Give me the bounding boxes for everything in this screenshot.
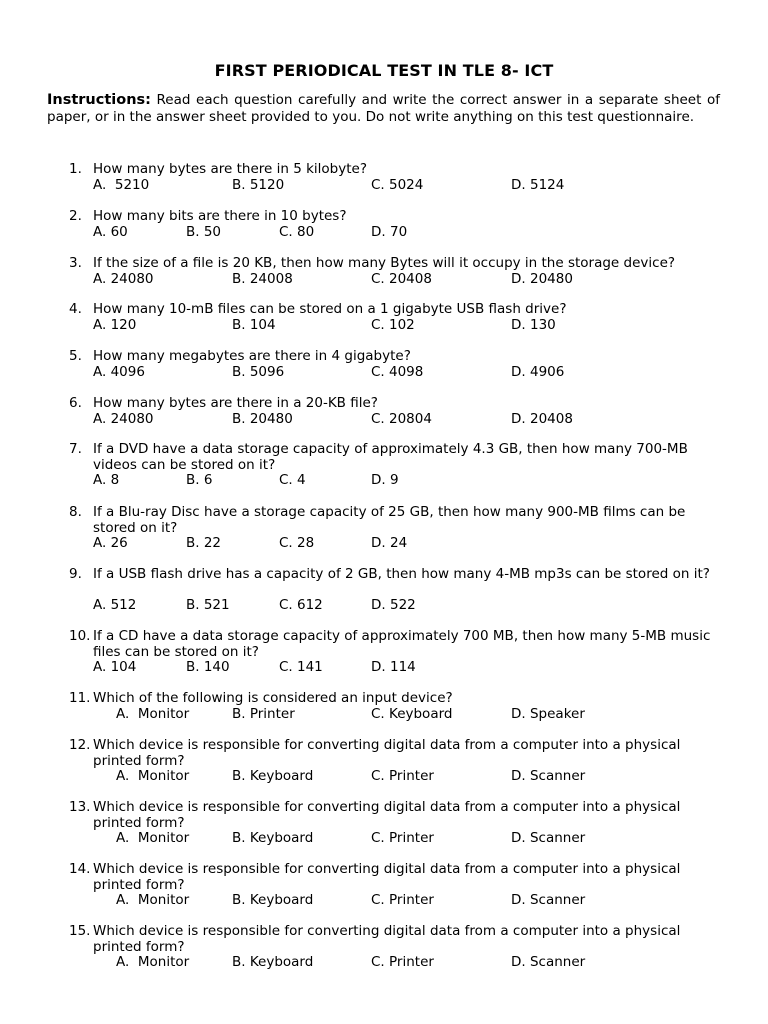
option-c: C. 28 (279, 535, 315, 551)
instructions (47, 92, 720, 126)
option-c: C. Printer (371, 954, 434, 970)
question-number: 8. (69, 504, 82, 520)
option-b: B. Keyboard (232, 768, 314, 784)
question-text: How many bytes are there in 5 kilobyte? (93, 161, 367, 177)
option-d: D. 522 (371, 597, 416, 613)
answer-options (0, 225, 768, 241)
question-number: 14. (69, 861, 91, 877)
option-d: D. 24 (371, 535, 408, 551)
option-b: B. Keyboard (232, 830, 314, 846)
page-title: FIRST PERIODICAL TEST IN TLE 8- ICT (214, 61, 554, 80)
option-d: D. Scanner (511, 892, 586, 908)
option-c: C. Keyboard (371, 706, 453, 722)
question-number: 13. (69, 799, 91, 815)
option-b: B. 104 (232, 317, 276, 333)
answer-options (0, 365, 768, 381)
option-a: A. 24080 (93, 411, 154, 427)
option-b: B. 6 (186, 472, 213, 488)
question-text: How many bits are there in 10 bytes? (93, 208, 347, 224)
option-d: D. Scanner (511, 830, 586, 846)
option-c: C. 5024 (371, 177, 424, 193)
answer-options (0, 707, 768, 723)
answer-options (0, 318, 768, 334)
option-b: B. 24008 (232, 271, 293, 287)
question-text: Which device is responsible for converting digital data from a computer into a physical printed form? (93, 923, 681, 955)
answer-options (0, 769, 768, 785)
option-d: D. Scanner (511, 954, 586, 970)
option-d: D. Speaker (511, 706, 585, 722)
option-a: A. 4096 (93, 364, 145, 380)
answer-options (0, 536, 768, 552)
question-number: 5. (69, 348, 82, 364)
question-text: How many 10-mB files can be stored on a 1 gigabyte USB flash drive? (93, 301, 567, 317)
option-c: C. Printer (371, 892, 434, 908)
option-c: C. 612 (279, 597, 323, 613)
question-number: 3. (69, 255, 82, 271)
option-c: C. 141 (279, 659, 323, 675)
question-number: 2. (69, 208, 82, 224)
option-b: B. 140 (186, 659, 230, 675)
option-a: A. 120 (93, 317, 137, 333)
question-text: How many bytes are there in a 20-KB file? (93, 395, 378, 411)
answer-options (0, 893, 768, 909)
question-number: 15. (69, 923, 91, 939)
instructions-lead: Instructions: (47, 92, 151, 108)
option-a: A. 24080 (93, 271, 154, 287)
answer-options (0, 660, 768, 676)
question-number: 6. (69, 395, 82, 411)
question-text: Which device is responsible for converting digital data from a computer into a physical printed form? (93, 861, 681, 893)
option-a: A. 8 (93, 472, 120, 488)
option-a: A. 60 (93, 224, 128, 240)
option-b: B. 20480 (232, 411, 293, 427)
question-text: If a DVD have a data storage capacity of approximately 4.3 GB, then how many 700-MB videos can be stored on it? (93, 441, 688, 473)
option-b: B. 22 (186, 535, 222, 551)
question-number: 7. (69, 441, 82, 457)
option-c: C. 20408 (371, 271, 432, 287)
option-d: D. 20480 (511, 271, 573, 287)
option-a: A. 5210 (93, 177, 150, 193)
option-b: B. Keyboard (232, 954, 314, 970)
option-c: C. Printer (371, 830, 434, 846)
option-d: D. 70 (371, 224, 408, 240)
question-text: How many megabytes are there in 4 gigabyte? (93, 348, 411, 364)
question-text: Which device is responsible for converting digital data from a computer into a physical printed form? (93, 737, 681, 769)
answer-options (0, 955, 768, 971)
option-d: D. 130 (511, 317, 556, 333)
question-number: 11. (69, 690, 91, 706)
option-d: D. 4906 (511, 364, 565, 380)
question-text: If a Blu-ray Disc have a storage capacity of 25 GB, then how many 900-MB films can be stored on it? (93, 504, 686, 536)
option-b: B. Printer (232, 706, 295, 722)
option-d: D. 20408 (511, 411, 573, 427)
option-c: C. Printer (371, 768, 434, 784)
question-text: If a USB flash drive has a capacity of 2 GB, then how many 4-MB mp3s can be stored on it? (93, 566, 710, 582)
option-d: D. 114 (371, 659, 416, 675)
option-a: A. 104 (93, 659, 137, 675)
option-a: A. 512 (93, 597, 137, 613)
option-a: A. Monitor (116, 706, 190, 722)
option-d: D. 9 (371, 472, 399, 488)
option-c: C. 80 (279, 224, 315, 240)
question-number: 9. (69, 566, 82, 582)
option-b: B. 5096 (232, 364, 285, 380)
option-a: A. Monitor (116, 768, 190, 784)
question-text: Which of the following is considered an input device? (93, 690, 453, 706)
question-text: If the size of a file is 20 KB, then how many Bytes will it occupy in the storage device? (93, 255, 676, 271)
option-b: B. Keyboard (232, 892, 314, 908)
option-c: C. 4 (279, 472, 306, 488)
option-a: A. Monitor (116, 830, 190, 846)
answer-options (0, 473, 768, 489)
option-b: B. 5120 (232, 177, 285, 193)
answer-options (0, 178, 768, 194)
question-number: 10. (69, 628, 91, 644)
option-b: B. 521 (186, 597, 230, 613)
answer-options (0, 598, 768, 614)
answer-options (0, 831, 768, 847)
instructions-text: Read each question carefully and write the correct answer in a separate sheet of paper, or in the answer sheet provided to you. Do not write anything on this test questionnaire. (47, 92, 720, 125)
question-text: Which device is responsible for converting digital data from a computer into a physical printed form? (93, 799, 681, 831)
option-c: C. 4098 (371, 364, 424, 380)
option-a: A. 26 (93, 535, 128, 551)
answer-options (0, 272, 768, 288)
option-d: D. Scanner (511, 768, 586, 784)
option-c: C. 20804 (371, 411, 432, 427)
option-a: A. Monitor (116, 954, 190, 970)
option-c: C. 102 (371, 317, 415, 333)
answer-options (0, 412, 768, 428)
option-b: B. 50 (186, 224, 222, 240)
question-number: 4. (69, 301, 82, 317)
option-d: D. 5124 (511, 177, 565, 193)
question-number: 12. (69, 737, 91, 753)
option-a: A. Monitor (116, 892, 190, 908)
question-number: 1. (69, 161, 82, 177)
question-text: If a CD have a data storage capacity of approximately 700 MB, then how many 5-MB music files can be stored on it? (93, 628, 711, 660)
